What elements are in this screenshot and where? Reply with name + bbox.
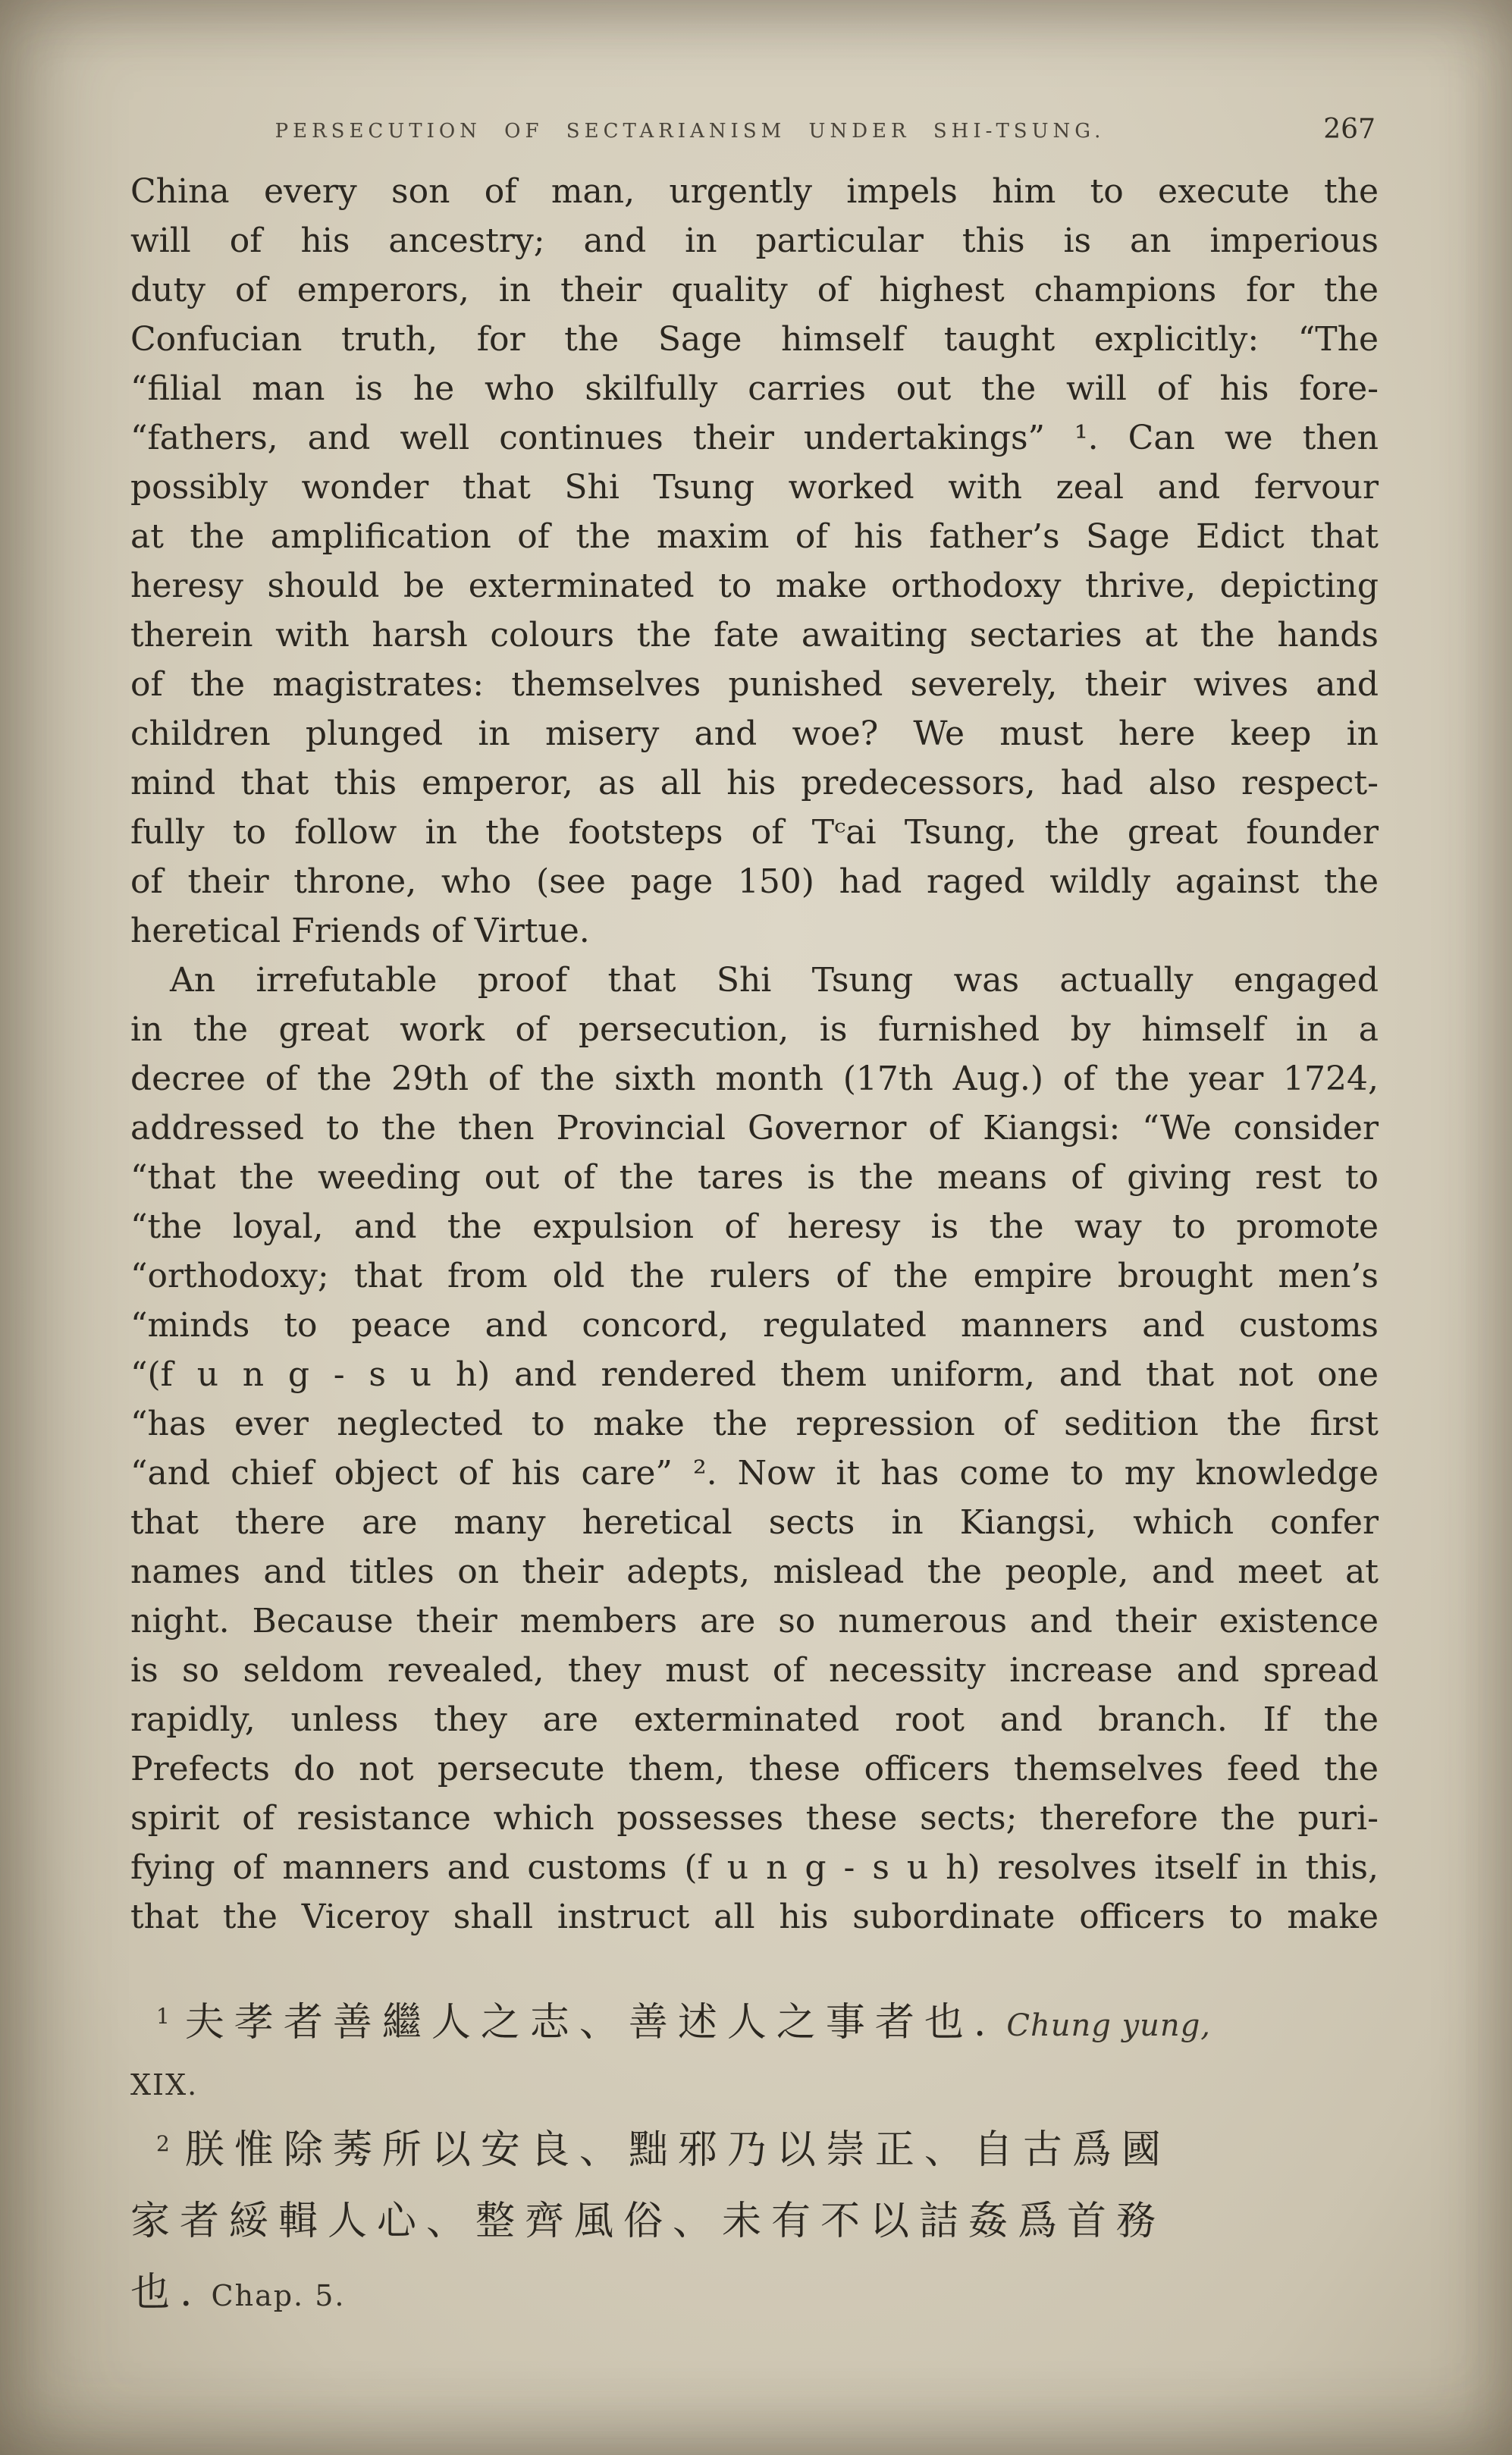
- text-line: “minds to peace and concord, regulated manners and customs: [130, 1306, 1379, 1345]
- footnote-1-line-1: [130, 1981, 1379, 2061]
- footnote-1-marker: 1: [156, 2004, 170, 2029]
- text-line: at the amplification of the maxim of his father’s Sage Edict that: [130, 517, 1379, 556]
- footnote-2-source-chapter: Chap. 5.: [211, 2279, 346, 2312]
- text-line: “(f u n g - s u h) and rendered them uniform, and that not one: [130, 1355, 1379, 1394]
- footnote-1-source-title: Chung yung,: [1006, 2008, 1212, 2043]
- text-line: is so seldom revealed, they must of necessity increase and spread: [130, 1651, 1379, 1690]
- paragraph-decree: [130, 956, 1379, 1942]
- text-line: duty of emperors, in their quality of highest champions for the: [130, 271, 1379, 309]
- footnote-2-chinese-text-line-1: 朕惟除莠所以安良、黜邪乃以崇正、自古爲國: [184, 2127, 1171, 2173]
- text-line: heresy should be exterminated to make orthodoxy thrive, depicting: [130, 567, 1379, 605]
- text-line: “fathers, and well continues their undertakings” ¹. Can we then: [130, 419, 1379, 457]
- text-line: in the great work of persecution, is furnished by himself in a: [130, 1010, 1379, 1049]
- footnote-2-chinese-text-line-3: 也.: [130, 2270, 202, 2315]
- text-line: rapidly, unless they are exterminated root and branch. If the: [130, 1700, 1379, 1739]
- text-line: fully to follow in the footsteps of Tᶜai Tsung, the great founder: [130, 813, 1379, 852]
- footnote-2-chinese-text-line-2: 家者綏輯人心、整齊風俗、未有不以詰姦爲首務: [130, 2199, 1166, 2244]
- text-line: will of his ancestry; and in particular this is an imperious: [130, 221, 1379, 260]
- body-text: [130, 167, 1379, 1942]
- text-line: “that the weeding out of the tares is the means of giving rest to: [130, 1158, 1379, 1197]
- text-line: that there are many heretical sects in Kiangsi, which confer: [130, 1503, 1379, 1542]
- text-line: Prefects do not persecute them, these officers themselves feed the: [130, 1750, 1379, 1788]
- text-line: of the magistrates: themselves punished severely, their wives and: [130, 665, 1379, 704]
- running-title: PERSECUTION OF SECTARIANISM UNDER SHI-TSUNG.: [274, 120, 1106, 143]
- text-line: possibly wonder that Shi Tsung worked with zeal and fervour: [130, 468, 1379, 507]
- footnote-1-line-2: [130, 2061, 1379, 2108]
- text-line: night. Because their members are so numerous and their existence: [130, 1602, 1379, 1640]
- paragraph-continuation: [130, 167, 1379, 956]
- page-header: [130, 114, 1379, 150]
- footnote-2-line-3: [130, 2257, 1379, 2331]
- text-line: fying of manners and customs (f u n g - s u h) resolves itself in this,: [130, 1848, 1379, 1887]
- footnotes-section: [130, 1981, 1379, 2331]
- text-line: “the loyal, and the expulsion of heresy is the way to promote: [130, 1207, 1379, 1246]
- text-line: “has ever neglected to make the repression of sedition the first: [130, 1405, 1379, 1443]
- footnote-1-source-chapter: XIX.: [130, 2068, 199, 2102]
- text-line: Confucian truth, for the Sage himself taught explicitly: “The: [130, 320, 1379, 359]
- text-line: names and titles on their adepts, mislead the people, and meet at: [130, 1552, 1379, 1591]
- text-line: mind that this emperor, as all his predecessors, had also respect-: [130, 764, 1379, 802]
- page-number: 267: [1323, 114, 1376, 145]
- text-line: “and chief object of his care” ². Now it has come to my knowledge: [130, 1454, 1379, 1493]
- footnote-2-line-2: [130, 2186, 1379, 2257]
- text-line: that the Viceroy shall instruct all his subordinate officers to make: [130, 1898, 1379, 1936]
- footnote-2-line-1: [130, 2108, 1379, 2186]
- footnote-1-chinese-text: 夫孝者善繼人之志、善述人之事者也.: [184, 2000, 996, 2045]
- text-line: “filial man is he who skilfully carries out the will of his fore-: [130, 369, 1379, 408]
- text-line: “orthodoxy; that from old the rulers of the empire brought men’s: [130, 1257, 1379, 1295]
- footnote-2-marker: 2: [156, 2131, 170, 2156]
- text-line: children plunged in misery and woe? We must here keep in: [130, 714, 1379, 753]
- text-line: An irrefutable proof that Shi Tsung was actually engaged: [170, 961, 1379, 1000]
- text-line: China every son of man, urgently impels him to execute the: [130, 172, 1379, 211]
- text-line: heretical Friends of Virtue.: [130, 912, 590, 950]
- text-line: therein with harsh colours the fate awaiting sectaries at the hands: [130, 616, 1379, 655]
- text-line: decree of the 29th of the sixth month (17th Aug.) of the year 1724,: [130, 1060, 1379, 1098]
- text-line: addressed to the then Provincial Governor of Kiangsi: “We consider: [130, 1109, 1379, 1147]
- text-line: of their throne, who (see page 150) had raged wildly against the: [130, 862, 1379, 901]
- text-line: spirit of resistance which possesses these sects; therefore the puri-: [130, 1799, 1379, 1838]
